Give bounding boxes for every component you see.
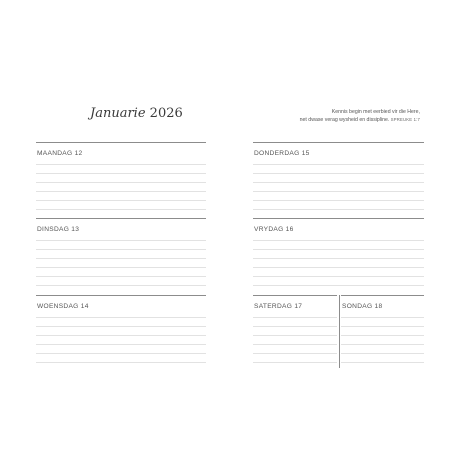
writing-line xyxy=(341,353,424,354)
writing-line xyxy=(36,209,206,210)
writing-line xyxy=(341,344,424,345)
day-block-monday[interactable] xyxy=(36,142,206,218)
month-name: Januarie xyxy=(90,106,146,121)
writing-line xyxy=(341,326,424,327)
writing-line xyxy=(36,249,206,250)
day-divider xyxy=(253,295,337,296)
writing-line xyxy=(253,191,424,192)
writing-line xyxy=(36,173,206,174)
writing-line xyxy=(341,335,424,336)
day-label-tuesday: DINSDAG 13 xyxy=(37,226,80,233)
verse-line-1: Kennis begin met eerbied vir die Here, xyxy=(331,109,420,115)
writing-line xyxy=(36,276,206,277)
writing-line xyxy=(253,276,424,277)
day-divider xyxy=(36,218,206,219)
writing-line xyxy=(36,182,206,183)
writing-line xyxy=(341,317,424,318)
day-label-sunday: SONDAG 18 xyxy=(342,303,383,310)
verse-reference: SPREUKE 1:7 xyxy=(390,117,420,122)
writing-line xyxy=(36,362,206,363)
day-label-monday: MAANDAG 12 xyxy=(37,150,83,157)
writing-line xyxy=(253,209,424,210)
writing-line xyxy=(36,200,206,201)
day-divider xyxy=(36,142,206,143)
writing-line xyxy=(36,258,206,259)
writing-line xyxy=(253,240,424,241)
day-block-saturday[interactable] xyxy=(253,295,337,371)
writing-line xyxy=(36,191,206,192)
day-label-thursday: DONDERDAG 15 xyxy=(254,150,310,157)
writing-line xyxy=(36,344,206,345)
day-divider xyxy=(341,295,424,296)
writing-line xyxy=(253,285,424,286)
day-divider xyxy=(253,218,424,219)
writing-line xyxy=(253,173,424,174)
month-title xyxy=(90,106,183,121)
day-block-sunday[interactable] xyxy=(341,295,424,371)
day-block-friday[interactable] xyxy=(253,218,424,295)
writing-line xyxy=(36,285,206,286)
writing-line xyxy=(36,164,206,165)
day-divider xyxy=(36,295,206,296)
day-label-friday: VRYDAG 16 xyxy=(254,226,294,233)
writing-line xyxy=(253,335,337,336)
writing-line xyxy=(253,267,424,268)
writing-line xyxy=(253,317,337,318)
day-block-thursday[interactable] xyxy=(253,142,424,218)
writing-line xyxy=(36,353,206,354)
writing-line xyxy=(253,164,424,165)
writing-line xyxy=(253,249,424,250)
verse-line-2: net dwase verag wysheid en dissipline. xyxy=(299,117,390,123)
writing-line xyxy=(36,267,206,268)
writing-line xyxy=(36,326,206,327)
writing-line xyxy=(341,362,424,363)
writing-line xyxy=(36,335,206,336)
writing-line xyxy=(36,317,206,318)
writing-line xyxy=(253,258,424,259)
bible-verse xyxy=(240,108,420,124)
writing-line xyxy=(253,362,337,363)
day-label-wednesday: WOENSDAG 14 xyxy=(37,303,89,310)
year: 2026 xyxy=(149,106,183,121)
day-block-wednesday[interactable] xyxy=(36,295,206,371)
day-divider xyxy=(253,142,424,143)
writing-line xyxy=(253,200,424,201)
writing-line xyxy=(253,326,337,327)
writing-line xyxy=(253,344,337,345)
writing-line xyxy=(253,353,337,354)
day-block-tuesday[interactable] xyxy=(36,218,206,295)
writing-line xyxy=(36,240,206,241)
day-label-saturday: SATERDAG 17 xyxy=(254,303,303,310)
writing-line xyxy=(253,182,424,183)
weekend-divider xyxy=(339,295,340,368)
